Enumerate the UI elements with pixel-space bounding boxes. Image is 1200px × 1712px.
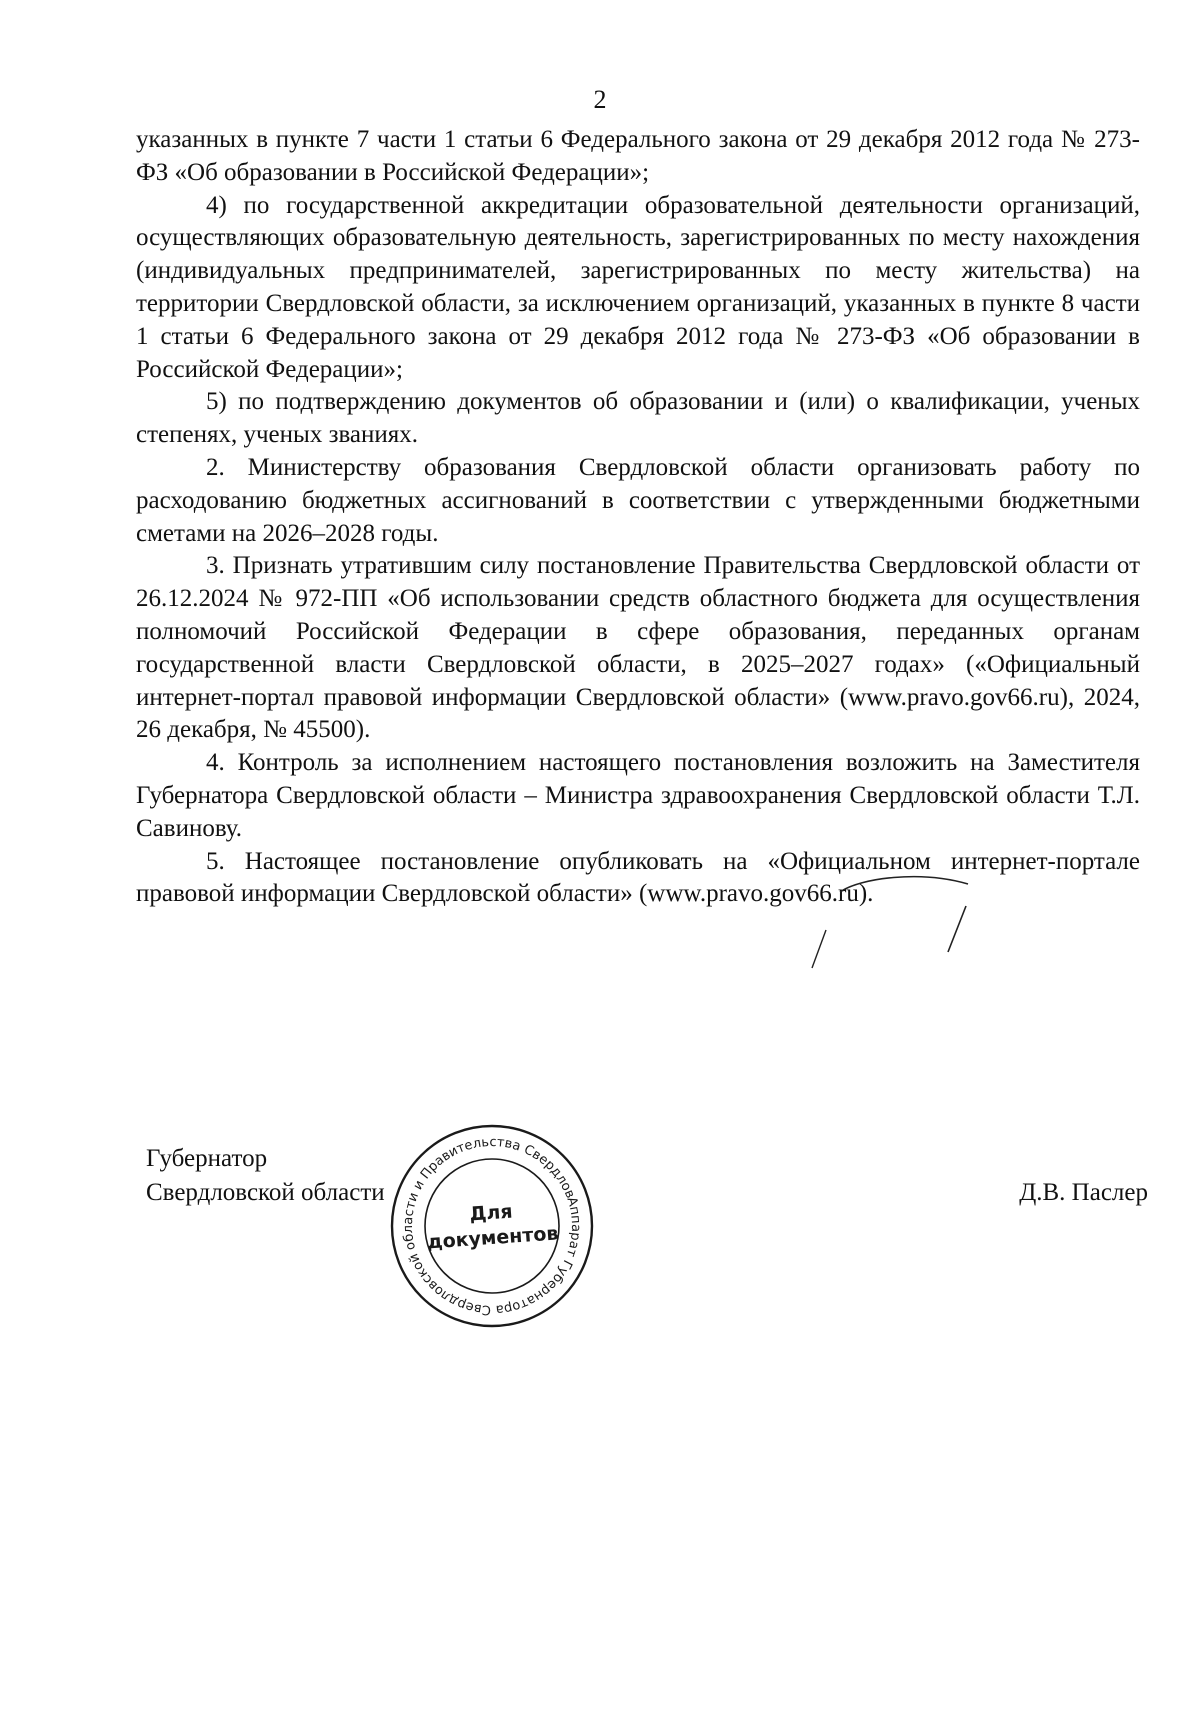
paragraph-clause-3: 3. Признать утратившим силу постановление Правительства Свердловской области от 26.12.2024 № 972-ПП «Об использовании средств областного бюджета для осуществления полномочий Российской Федерации в сфере образования, переданных органам государственной власти Свердловской области, в 2025–2027 годах» («Официальный интернет-портал правовой информации Свердловской области» (www.pravo.gov66.ru), 2024, 26 декабря, № 45500). — [136, 552, 1140, 744]
paragraph-clause-4: 4. Контроль за исполнением настоящего постановления возложить на Заместителя Губернатора Свердловской области – Министра здравоохранения Свердловской области Т.Л. Савинову. — [136, 749, 1140, 842]
paragraph-clause-2: 2. Министерству образования Свердловской области организовать работу по расходованию бюджетных ассигнований в соответствии с утвержденными бюджетными сметами на 2026–2028 годы. — [136, 453, 1140, 547]
stamp-center-line2: документов — [426, 1222, 560, 1254]
document-body — [136, 124, 1140, 911]
stamp-center-text — [383, 1117, 601, 1335]
signatory-title-line1: Губернатор — [146, 1145, 268, 1172]
signatory-title-line2: Свердловской области — [146, 1179, 385, 1206]
paragraph-item-4: 4) по государственной аккредитации образовательной деятельности организаций, осуществляющих образовательную деятельность, зарегистрированных по месту нахождения (индивидуальных предпринимателей, зарегистрированных по месту жительства) на территории Свердловской области, за исключением организаций, указанных в пункте 8 части 1 статьи 6 Федерального закона от 29 декабря 2012 года № 273-ФЗ «Об образовании в Российской Федерации»; — [136, 191, 1140, 383]
page-number: 2 — [593, 85, 607, 114]
official-stamp — [390, 1124, 594, 1328]
stamp-center-line1: Для — [468, 1200, 514, 1226]
signatory-title — [146, 1142, 385, 1210]
stamp-ring-text: Аппарат Губернатора Свердловской области и Правительства Свердловской — [400, 1134, 584, 1318]
paragraph-continuation: указанных в пункте 7 части 1 статьи 6 Федерального закона от 29 декабря 2012 года № 273-ФЗ «Об образовании в Российской Федерации»; — [136, 126, 1140, 186]
signature-block — [146, 1142, 1146, 1322]
signatory-name: Д.В. Паслер — [1019, 1179, 1148, 1206]
paragraph-clause-5: 5. Настоящее постановление опубликовать на «Официальном интернет-портале правовой информации Свердловской области» (www.pravo.gov66.ru). — [136, 847, 1140, 908]
paragraph-item-5: 5) по подтверждению документов об образовании и (или) о квалификации, ученых степенях, ученых званиях. — [136, 388, 1140, 449]
